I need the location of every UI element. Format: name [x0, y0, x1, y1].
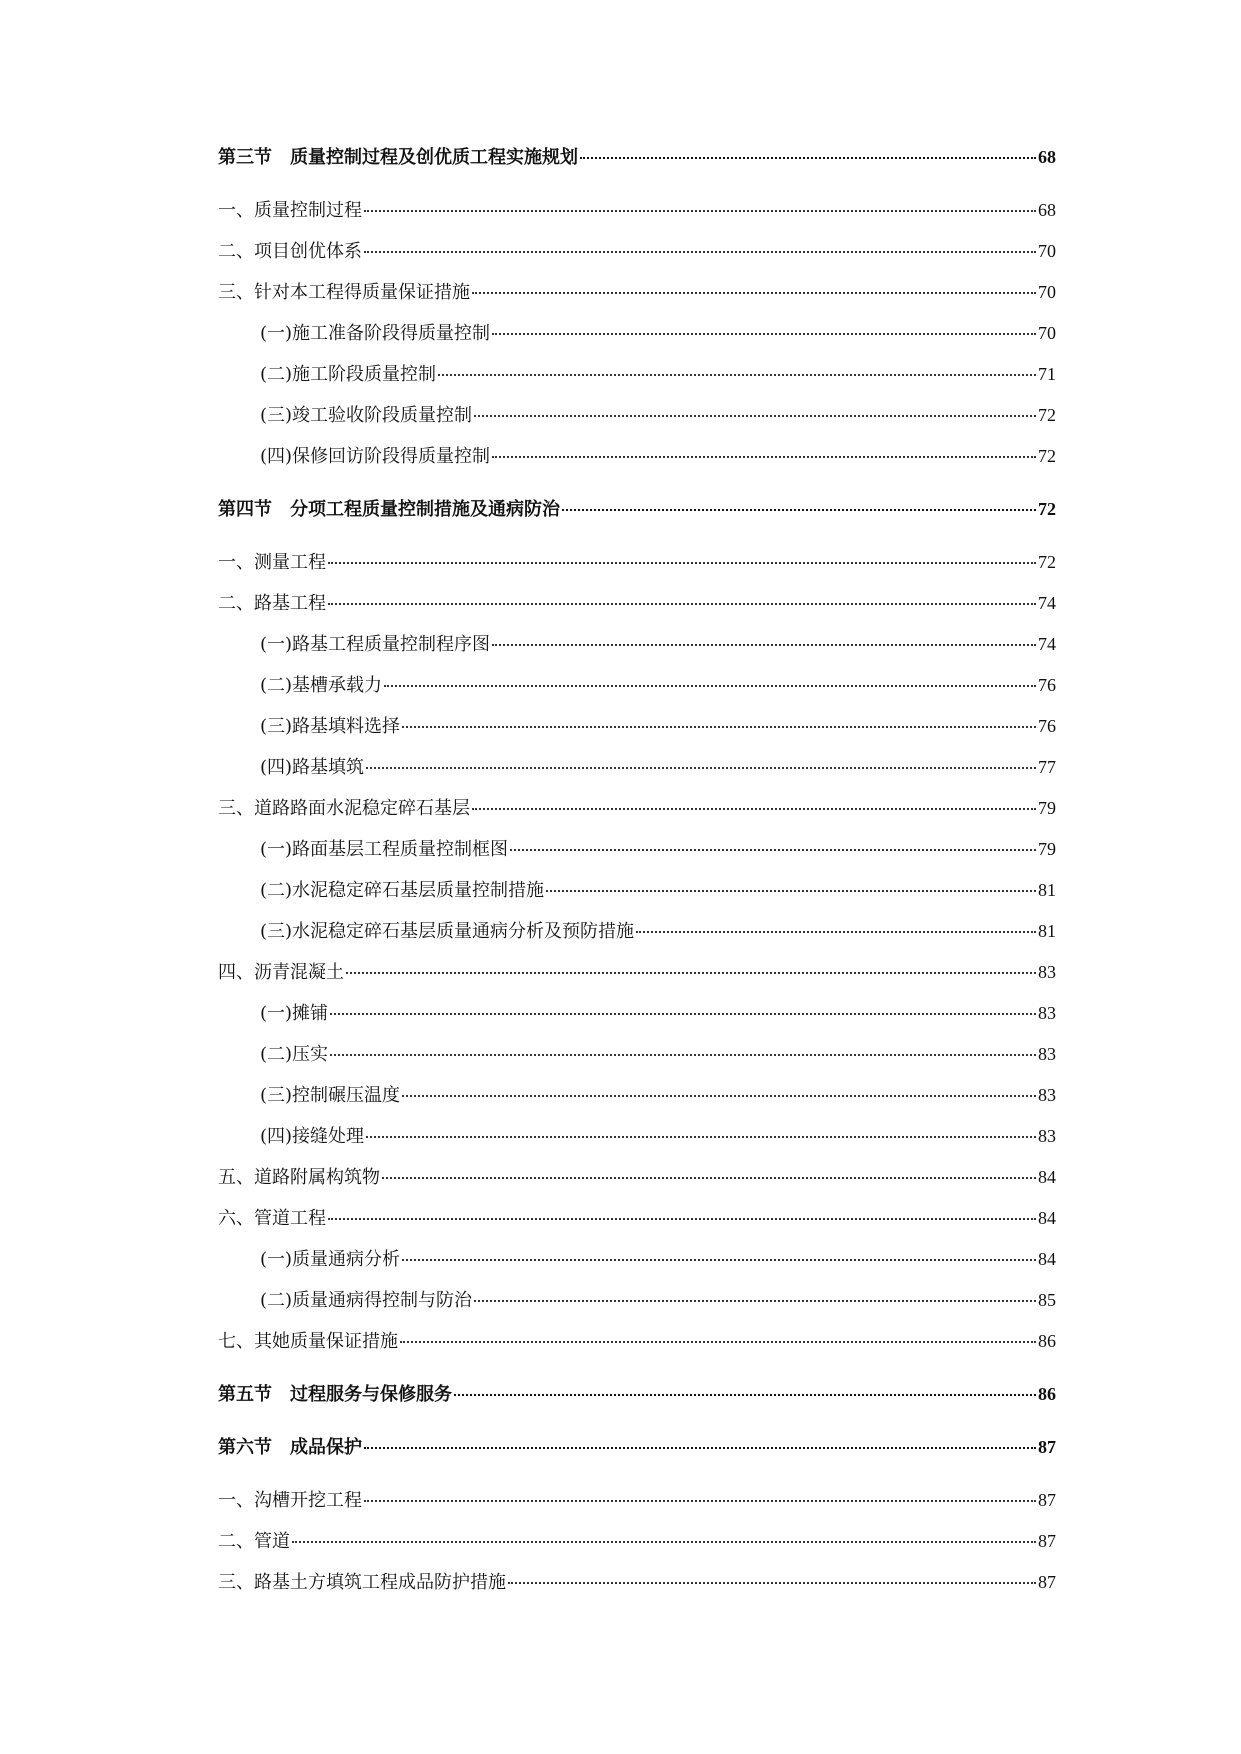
toc-page-number: 68 [1038, 147, 1056, 167]
toc-entry-title [260, 1126, 364, 1148]
toc-entry[interactable] [218, 281, 1056, 304]
toc-entry-title [260, 1249, 400, 1271]
toc-entry-title [260, 921, 634, 943]
toc-page-number: 83 [1038, 1003, 1056, 1023]
toc-subentry[interactable] [218, 920, 1056, 943]
toc-title-text: (三)水泥稳定碎石基层质量通病分析及预防措施 [260, 921, 635, 942]
toc-page-number: 70 [1038, 241, 1056, 261]
toc-entry-title [260, 323, 490, 345]
toc-page-number: 87 [1038, 1531, 1056, 1551]
toc-subentry[interactable] [218, 715, 1056, 738]
toc-page-number: 84 [1038, 1249, 1056, 1269]
toc-subentry[interactable] [218, 322, 1056, 345]
toc-title-text: 三、道路路面水泥稳定碎石基层 [218, 798, 470, 819]
toc-title-text: (二)压实 [260, 1044, 329, 1065]
toc-title-text: (二)质量通病得控制与防治 [260, 1290, 473, 1311]
toc-subentry[interactable] [218, 1289, 1056, 1312]
toc-entry-title [218, 282, 470, 304]
toc-entry-title [218, 1531, 290, 1553]
toc-page-number: 87 [1038, 1490, 1056, 1510]
dot-leader [492, 333, 1036, 335]
toc-entry-title [260, 716, 400, 738]
toc-title-text: (一)路基工程质量控制程序图 [260, 634, 491, 655]
toc-entry-title [260, 405, 472, 427]
toc-entry-title [218, 593, 326, 615]
dot-leader [508, 1582, 1036, 1584]
toc-title-text: (二)基槽承载力 [260, 675, 383, 696]
dot-leader [330, 1054, 1036, 1056]
toc-title-text: (二)水泥稳定碎石基层质量控制措施 [260, 880, 545, 901]
toc-page-number: 79 [1038, 839, 1056, 859]
toc-entry-title [218, 552, 326, 574]
toc-title-text: (二)施工阶段质量控制 [260, 364, 437, 385]
dot-leader [402, 1095, 1036, 1097]
toc-entry[interactable] [218, 199, 1056, 222]
toc-entry[interactable] [218, 797, 1056, 820]
toc-entry-title [218, 962, 344, 984]
toc-entry-title [218, 1167, 380, 1189]
toc-entry-title [260, 1044, 328, 1066]
toc-subentry[interactable] [218, 879, 1056, 902]
toc-title-text: 三、针对本工程得质量保证措施 [218, 282, 470, 303]
toc-section-heading[interactable] [218, 146, 1056, 169]
toc-section-number: 第六节 [218, 1437, 272, 1458]
toc-page-number: 74 [1038, 593, 1056, 613]
toc-entry[interactable] [218, 1330, 1056, 1353]
toc-section-number: 第三节 [218, 147, 272, 168]
toc-section-heading[interactable] [218, 1383, 1056, 1406]
toc-page-number: 84 [1038, 1167, 1056, 1187]
toc-entry[interactable] [218, 551, 1056, 574]
toc-section-heading[interactable] [218, 1436, 1056, 1459]
toc-entry-title [218, 1490, 362, 1512]
toc-entry[interactable] [218, 1207, 1056, 1230]
toc-page-number: 72 [1038, 405, 1056, 425]
toc-title-text: 一、沟槽开挖工程 [218, 1490, 362, 1511]
toc-entry-title [260, 880, 544, 902]
toc-title-text: 一、质量控制过程 [218, 200, 362, 221]
dot-leader [366, 1136, 1036, 1138]
toc-page-number: 70 [1038, 323, 1056, 343]
dot-leader [492, 644, 1036, 646]
toc-subentry[interactable] [218, 756, 1056, 779]
toc-page-number: 83 [1038, 1126, 1056, 1146]
toc-entry-title [260, 634, 490, 656]
toc-title-text: (一)施工准备阶段得质量控制 [260, 323, 491, 344]
toc-title-text: 三、路基土方填筑工程成品防护措施 [218, 1572, 506, 1593]
toc-title-text: 一、测量工程 [218, 552, 326, 573]
toc-title-text: (一)摊铺 [260, 1003, 329, 1024]
toc-title-text: (四)保修回访阶段得质量控制 [260, 446, 491, 467]
toc-entry[interactable] [218, 1571, 1056, 1594]
toc-title-text: 分项工程质量控制措施及通病防治 [290, 499, 560, 520]
toc-page-number: 86 [1038, 1331, 1056, 1351]
toc-entry-title [260, 364, 436, 386]
toc-subentry[interactable] [218, 445, 1056, 468]
dot-leader [454, 1394, 1036, 1396]
toc-entry-title [260, 675, 382, 697]
toc-page-number: 76 [1038, 675, 1056, 695]
toc-entry[interactable] [218, 1530, 1056, 1553]
dot-leader [328, 1218, 1036, 1220]
toc-entry[interactable] [218, 592, 1056, 615]
toc-title-text: 六、管道工程 [218, 1208, 326, 1229]
toc-title-text: (三)路基填料选择 [260, 716, 401, 737]
toc-page-number: 72 [1038, 446, 1056, 466]
dot-leader [330, 1013, 1036, 1015]
toc-entry-title [218, 1208, 326, 1230]
toc-title-text: 七、其她质量保证措施 [218, 1331, 398, 1352]
toc-entry[interactable] [218, 1489, 1056, 1512]
toc-entry[interactable] [218, 1166, 1056, 1189]
toc-entry-title [218, 1572, 506, 1594]
dot-leader [402, 726, 1036, 728]
dot-leader [328, 603, 1036, 605]
toc-page-number: 72 [1038, 552, 1056, 572]
toc-title-text: (三)控制碾压温度 [260, 1085, 401, 1106]
toc-subentry[interactable] [218, 674, 1056, 697]
dot-leader [636, 931, 1036, 933]
dot-leader [474, 415, 1036, 417]
toc-title-text: 四、沥青混凝土 [218, 962, 344, 983]
dot-leader [382, 1177, 1036, 1179]
toc-subentry[interactable] [218, 404, 1056, 427]
toc-entry-title [218, 1331, 398, 1353]
toc-page-number: 83 [1038, 962, 1056, 982]
toc-subentry[interactable] [218, 1125, 1056, 1148]
toc-subentry[interactable] [218, 363, 1056, 386]
dot-leader [546, 890, 1036, 892]
toc-page-number: 83 [1038, 1085, 1056, 1105]
toc-entry-title [218, 200, 362, 222]
toc-entry-title [218, 1384, 452, 1406]
toc-title-text: (四)接缝处理 [260, 1126, 365, 1147]
toc-page-number: 76 [1038, 716, 1056, 736]
toc-title-text: 二、项目创优体系 [218, 241, 362, 262]
dot-leader [364, 251, 1036, 253]
dot-leader [492, 456, 1036, 458]
toc-entry-title [218, 241, 362, 263]
dot-leader [384, 685, 1036, 687]
toc-entry-title [260, 1290, 472, 1312]
toc-title-text: 二、管道 [218, 1531, 290, 1552]
toc-page-number: 74 [1038, 634, 1056, 654]
toc-page-number: 81 [1038, 921, 1056, 941]
toc-section-heading[interactable] [218, 498, 1056, 521]
toc-title-text: 成品保护 [290, 1437, 362, 1458]
dot-leader [472, 292, 1036, 294]
toc-page-number: 83 [1038, 1044, 1056, 1064]
toc-page-number: 77 [1038, 757, 1056, 777]
dot-leader [292, 1541, 1036, 1543]
dot-leader [580, 157, 1036, 159]
toc-subentry[interactable] [218, 633, 1056, 656]
toc-entry-title [260, 839, 508, 861]
toc-entry-title [218, 798, 470, 820]
toc-subentry[interactable] [218, 838, 1056, 861]
toc-entry-title [218, 1437, 362, 1459]
toc-entry[interactable] [218, 240, 1056, 263]
toc-page-number: 79 [1038, 798, 1056, 818]
toc-page-number: 85 [1038, 1290, 1056, 1310]
toc-title-text: 过程服务与保修服务 [290, 1384, 452, 1405]
dot-leader [364, 1447, 1036, 1449]
toc-subentry[interactable] [218, 1002, 1056, 1025]
dot-leader [438, 374, 1036, 376]
toc-entry-title [218, 147, 578, 169]
dot-leader [402, 1259, 1036, 1261]
toc-title-text: (三)竣工验收阶段质量控制 [260, 405, 473, 426]
toc-title-text: (一)路面基层工程质量控制框图 [260, 839, 509, 860]
toc-section-number: 第四节 [218, 499, 272, 520]
toc-section-number: 第五节 [218, 1384, 272, 1405]
toc-entry[interactable] [218, 961, 1056, 984]
toc-page-number: 86 [1038, 1384, 1056, 1404]
toc-page-number: 81 [1038, 880, 1056, 900]
toc-page-number: 71 [1038, 364, 1056, 384]
toc-page-number: 70 [1038, 282, 1056, 302]
toc-page-number: 72 [1038, 499, 1056, 519]
toc-title-text: (四)路基填筑 [260, 757, 365, 778]
dot-leader [366, 767, 1036, 769]
dot-leader [562, 509, 1036, 511]
toc-title-text: 五、道路附属构筑物 [218, 1167, 380, 1188]
toc-entry-title [260, 757, 364, 779]
toc-page-number: 68 [1038, 200, 1056, 220]
toc-subentry[interactable] [218, 1084, 1056, 1107]
toc-subentry[interactable] [218, 1043, 1056, 1066]
dot-leader [328, 562, 1036, 564]
toc-entry-title [260, 1085, 400, 1107]
dot-leader [364, 210, 1036, 212]
dot-leader [364, 1500, 1036, 1502]
dot-leader [474, 1300, 1036, 1302]
toc-page-number: 84 [1038, 1208, 1056, 1228]
toc-entry-title [260, 1003, 328, 1025]
toc-page-number: 87 [1038, 1572, 1056, 1592]
toc-entry-title [260, 446, 490, 468]
toc-page-number: 87 [1038, 1437, 1056, 1457]
dot-leader [400, 1341, 1036, 1343]
toc-title-text: 二、路基工程 [218, 593, 326, 614]
toc-title-text: 质量控制过程及创优质工程实施规划 [290, 147, 578, 168]
dot-leader [346, 972, 1036, 974]
toc-subentry[interactable] [218, 1248, 1056, 1271]
table-of-contents [218, 146, 1056, 1612]
toc-title-text: (一)质量通病分析 [260, 1249, 401, 1270]
dot-leader [472, 808, 1036, 810]
dot-leader [510, 849, 1036, 851]
toc-entry-title [218, 499, 560, 521]
